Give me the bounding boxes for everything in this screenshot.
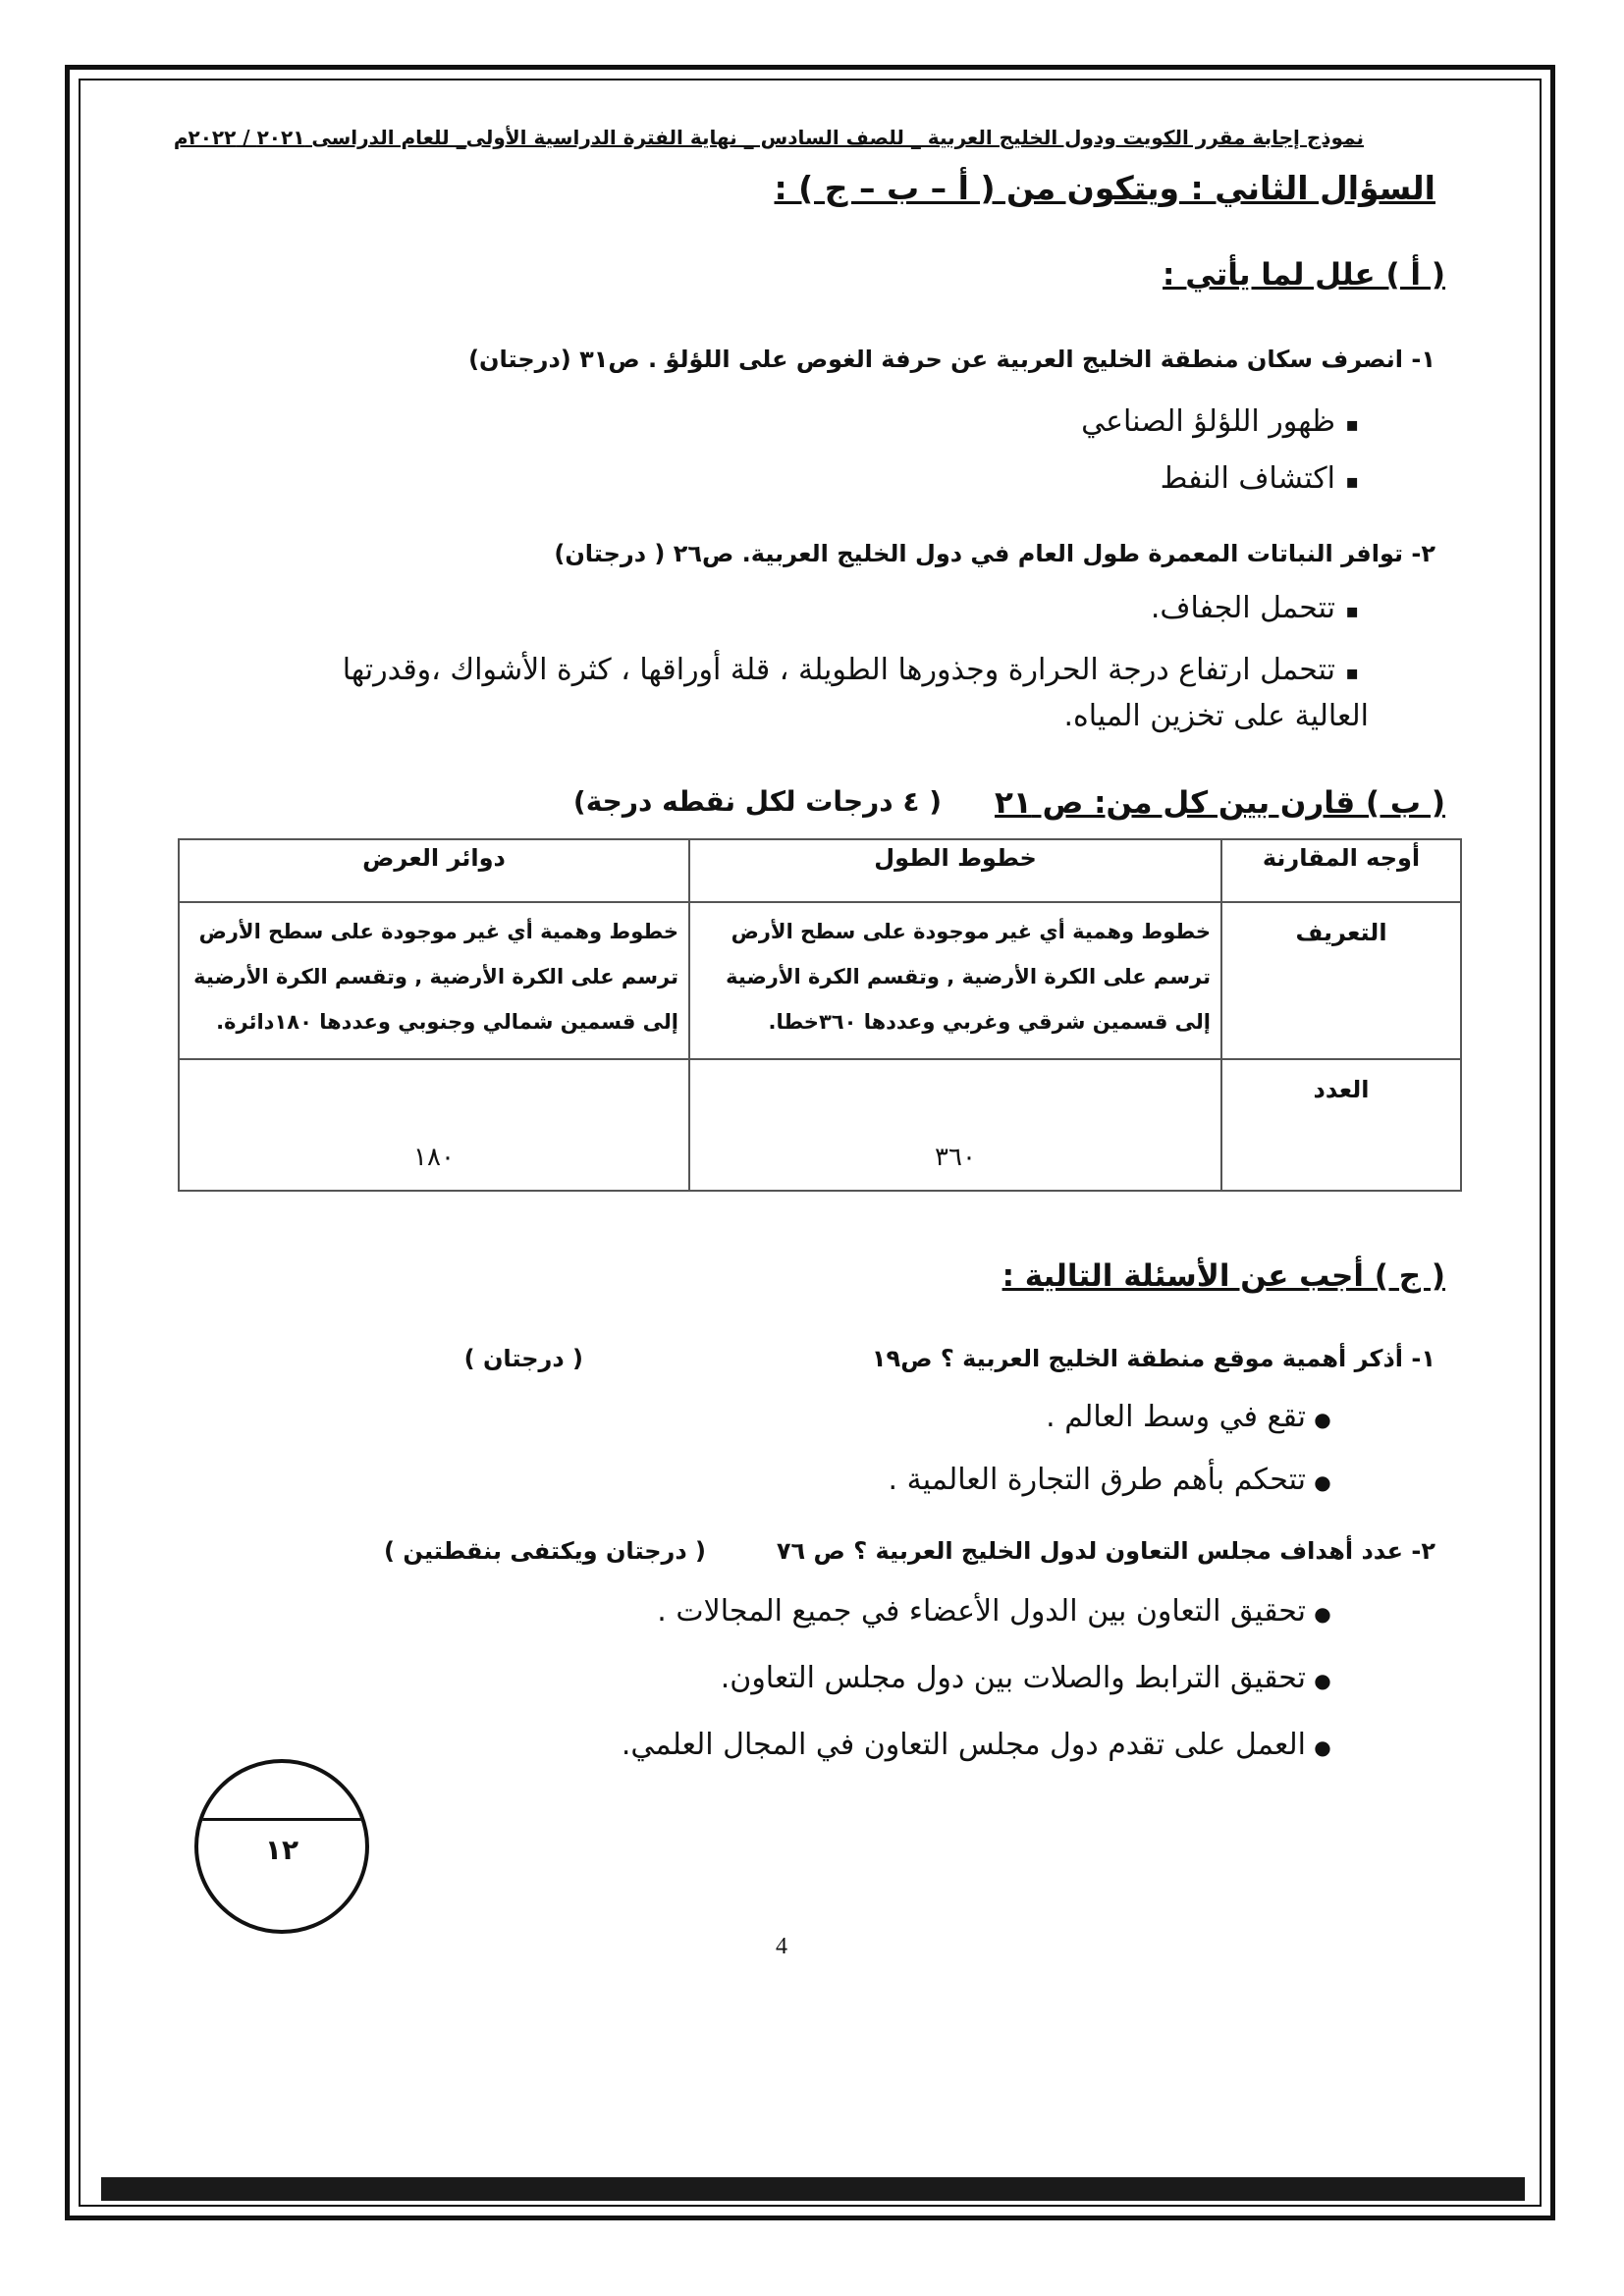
score-divider	[198, 1818, 365, 1821]
bullet-icon: ●	[1314, 1470, 1331, 1494]
comparison-table	[178, 838, 1462, 1192]
table-cell-label: العدد	[1221, 1059, 1461, 1191]
part-a-question-2: ٢- توافر النباتات المعمرة طول العام في دول الخليج العربية. ص٢٦ ( درجتان)	[554, 540, 1435, 567]
table-header: أوجه المقارنة	[1221, 839, 1461, 902]
table-cell-label: التعريف	[1221, 902, 1461, 1059]
bullet-icon: ▪	[1345, 412, 1359, 436]
part-c-q1-answer-1: ●تقع في وسط العالم .	[1046, 1400, 1339, 1434]
part-a-q2-answer-1: ▪تتحمل الجفاف.	[1151, 591, 1369, 625]
bullet-icon: ▪	[1345, 661, 1359, 684]
score-circle	[194, 1759, 369, 1934]
table-header: دوائر العرض	[179, 839, 689, 902]
footer-bar	[101, 2177, 1525, 2201]
table-cell: خطوط وهمية أي غير موجودة على سطح الأرض ترسم على الكرة الأرضية , وتقسم الكرة الأرضية إلى قسمين شمالي وجنوبي وعددها ١٨٠دائرة.	[179, 902, 689, 1059]
part-c-question-2: ٢- عدد أهداف مجلس التعاون لدول الخليج العربية ؟ ص ٧٦	[776, 1537, 1435, 1565]
bullet-icon: ●	[1314, 1669, 1331, 1692]
page-number: 4	[776, 1934, 787, 1959]
table-header-row	[179, 839, 1461, 902]
table-row	[179, 902, 1461, 1059]
document-header: نموذج إجابة مقرر الكويت ودول الخليج العربية _ للصف السادس _ نهاية الفترة الدراسية الأولى_ للعام الدراسى ٢٠٢١ / ٢٠٢٢م	[173, 126, 1364, 149]
part-a-q1-answer-2: ▪اكتشاف النفط	[1161, 461, 1369, 496]
part-c-title: ( ج ) أجب عن الأسئلة التالية :	[1001, 1258, 1445, 1294]
table-cell: ٣٦٠	[689, 1059, 1221, 1191]
part-c-q2-answer-3: ●العمل على تقدم دول مجلس التعاون في المجال العلمي.	[622, 1728, 1339, 1762]
part-b-title: ( ب ) قارن بين كل من: ص ٢١	[995, 785, 1445, 821]
bullet-icon: ▪	[1345, 469, 1359, 493]
part-c-question-1: ١- أذكر أهمية موقع منطقة الخليج العربية ؟ ص١٩	[871, 1345, 1435, 1372]
bullet-icon: ●	[1314, 1408, 1331, 1431]
part-a-title: ( أ ) علل لما يأتي :	[1163, 257, 1445, 293]
score-value: ١٢	[264, 1834, 299, 1866]
part-c-q2-marks: ( درجتان ويكتفى بنقطتين )	[384, 1537, 706, 1565]
bullet-icon: ●	[1314, 1602, 1331, 1626]
bullet-icon: ▪	[1345, 599, 1359, 622]
part-c-q2-answer-1: ●تحقيق التعاون بين الدول الأعضاء في جميع المجالات .	[657, 1594, 1339, 1629]
part-a-question-1: ١- انصرف سكان منطقة الخليج العربية عن حرفة الغوص على اللؤلؤ . ص٣١ (درجتان)	[468, 346, 1435, 373]
table-cell: ١٨٠	[179, 1059, 689, 1191]
part-b-marks: ( ٤ درجات لكل نقطه درجة)	[572, 785, 942, 818]
bullet-icon: ●	[1314, 1735, 1331, 1759]
table-row	[179, 1059, 1461, 1191]
part-c-q1-marks: ( درجتان )	[463, 1345, 583, 1372]
part-a-q2-answer-2: ▪تتحمل ارتفاع درجة الحرارة وجذورها الطويلة ، قلة أوراقها ، كثرة الأشواك ،وقدرتها العالية على تخزين المياه.	[342, 653, 1369, 733]
table-cell: خطوط وهمية أي غير موجودة على سطح الأرض ترسم على الكرة الأرضية , وتقسم الكرة الأرضية إلى قسمين شرقي وغربي وعددها ٣٦٠خطا.	[689, 902, 1221, 1059]
part-c-q1-answer-2: ●تتحكم بأهم طرق التجارة العالمية .	[889, 1463, 1339, 1497]
part-c-q2-answer-2: ●تحقيق الترابط والصلات بين دول مجلس التعاون.	[721, 1661, 1339, 1695]
part-a-q1-answer-1: ▪ظهور اللؤلؤ الصناعي	[1081, 404, 1369, 439]
table-header: خطوط الطول	[689, 839, 1221, 902]
question-title: السؤال الثاني : ويتكون من ( أ – ب – ج ) :	[774, 169, 1435, 207]
